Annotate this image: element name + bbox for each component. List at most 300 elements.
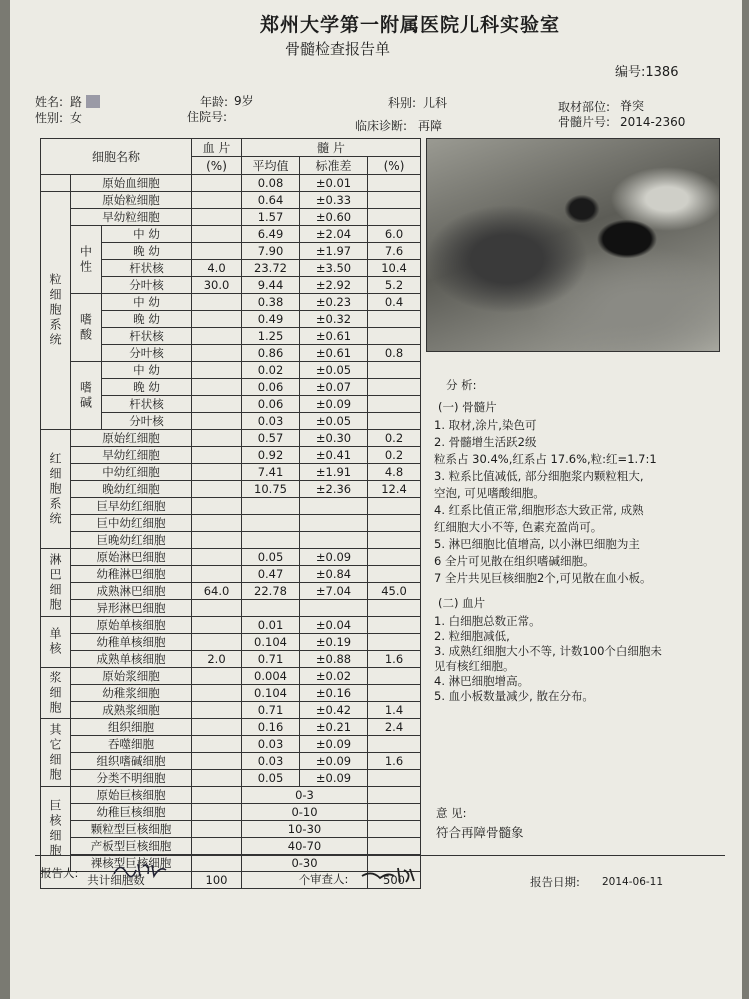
- mean-value: [242, 515, 300, 532]
- mean-value: 0.104: [242, 634, 300, 651]
- subgroup-label-neutro: 中性: [71, 226, 102, 294]
- reporter-label: 报告人:: [40, 866, 79, 880]
- marrow-value: [368, 549, 421, 566]
- sd-value: ±0.42: [300, 702, 368, 719]
- age-value: 9岁: [234, 94, 254, 108]
- blood-value: [192, 413, 242, 430]
- cell-name: 分叶核: [102, 345, 192, 362]
- report-paper: [10, 0, 742, 999]
- marrow-value: 5.2: [368, 277, 421, 294]
- mean-value: 0.16: [242, 719, 300, 736]
- sd-value: ±0.33: [300, 192, 368, 209]
- marrow-value: [368, 532, 421, 549]
- marrow-smear-header: 髓 片: [242, 139, 421, 157]
- blood-value: 64.0: [192, 583, 242, 600]
- group-label-mega: 巨核细胞: [41, 787, 71, 872]
- cell-name: 巨中幼红细胞: [71, 515, 192, 532]
- blood-value: [192, 804, 242, 821]
- mean-value: 0.57: [242, 430, 300, 447]
- total-marrow: 500: [368, 872, 421, 889]
- blood-value: [192, 209, 242, 226]
- cell-name: 吞噬细胞: [71, 736, 192, 753]
- sd-value: ±2.04: [300, 226, 368, 243]
- marrow-value: [368, 192, 421, 209]
- sd-value: ±0.19: [300, 634, 368, 651]
- sd-value: ±1.91: [300, 464, 368, 481]
- sd-value: ±0.32: [300, 311, 368, 328]
- blood-value: [192, 702, 242, 719]
- analysis-line: 1. 白细胞总数正常。: [434, 614, 541, 628]
- mean-value: 9.44: [242, 277, 300, 294]
- sd-value: [300, 498, 368, 515]
- marrow-value: [368, 396, 421, 413]
- cell-name: 组织细胞: [71, 719, 192, 736]
- site-value: 脊突: [620, 99, 645, 113]
- group-label-granulocyte: 粒细胞系统: [41, 192, 71, 430]
- cell-name: 中 幼: [102, 362, 192, 379]
- reviewer-signature: [360, 866, 420, 884]
- sd-value: ±2.92: [300, 277, 368, 294]
- mean-value: 0.86: [242, 345, 300, 362]
- mean-value: 0.104: [242, 685, 300, 702]
- total-unit: 个: [242, 872, 368, 889]
- cell-name: 分叶核: [102, 413, 192, 430]
- table-row: [41, 464, 421, 481]
- sd-value: ±0.41: [300, 447, 368, 464]
- blood-value: [192, 430, 242, 447]
- blood-value: [192, 532, 242, 549]
- footer-line: [35, 855, 725, 856]
- table-row: [41, 651, 421, 668]
- table-row: [41, 498, 421, 515]
- marrow-value: [368, 770, 421, 787]
- marrow-value: 0.2: [368, 447, 421, 464]
- cell-name: 早幼红细胞: [71, 447, 192, 464]
- mean-value: 0.71: [242, 651, 300, 668]
- table-row: [41, 804, 421, 821]
- table-row: [41, 192, 421, 209]
- table-row: [41, 719, 421, 736]
- cell-name: 分叶核: [102, 277, 192, 294]
- marrow-value: 0.2: [368, 430, 421, 447]
- cell-name: 中 幼: [102, 294, 192, 311]
- sd-value: ±0.07: [300, 379, 368, 396]
- mean-value: 10.75: [242, 481, 300, 498]
- table-row: [41, 617, 421, 634]
- subgroup-label-eosino: 嗜酸: [71, 294, 102, 362]
- mean-value: 0.05: [242, 549, 300, 566]
- dept-value: 儿科: [423, 96, 448, 110]
- marrow-value: [368, 311, 421, 328]
- marrow-value: 0.8: [368, 345, 421, 362]
- mean-value: 1.57: [242, 209, 300, 226]
- hospital-title: 郑州大学第一附属医院儿科实验室: [260, 14, 561, 36]
- blood-value: [192, 736, 242, 753]
- sd-value: ±0.21: [300, 719, 368, 736]
- blood-value: [192, 838, 242, 855]
- table-row: [41, 787, 421, 804]
- dept-label: 科别:: [388, 96, 417, 110]
- reporter-signature: [110, 860, 170, 880]
- table-row: [41, 515, 421, 532]
- cell-name: 颗粒型巨核细胞: [71, 821, 192, 838]
- sex-label: 性别:: [35, 111, 64, 125]
- marrow-value: 1.6: [368, 651, 421, 668]
- reference-range: 0-10: [242, 804, 368, 821]
- cell-name: 原始粒细胞: [71, 192, 192, 209]
- cell-name-header: 细胞名称: [41, 139, 192, 175]
- blood-value: 4.0: [192, 260, 242, 277]
- sd-value: ±0.88: [300, 651, 368, 668]
- blood-value: [192, 311, 242, 328]
- marrow-value: [368, 498, 421, 515]
- marrow-value: [368, 804, 421, 821]
- cell-name: 杆状核: [102, 260, 192, 277]
- marrow-pct-header: (%): [368, 157, 421, 175]
- marrow-value: [368, 736, 421, 753]
- total-label: 共计细胞数: [41, 872, 192, 889]
- marrow-no-label: 骨髓片号:: [558, 115, 611, 129]
- cell-name: 早幼粒细胞: [71, 209, 192, 226]
- sd-value: [300, 515, 368, 532]
- marrow-value: 4.8: [368, 464, 421, 481]
- sd-value: ±0.05: [300, 362, 368, 379]
- reference-range: 40-70: [242, 838, 368, 855]
- group-label-lympho: 淋巴细胞: [41, 549, 71, 617]
- mean-value: 7.41: [242, 464, 300, 481]
- table-row: [41, 838, 421, 855]
- analysis-line: 5. 血小板数量减少, 散在分布。: [434, 689, 594, 703]
- blood-value: 2.0: [192, 651, 242, 668]
- cell-name: 晚 幼: [102, 243, 192, 260]
- cell-name: 杆状核: [102, 396, 192, 413]
- table-row: [41, 447, 421, 464]
- sd-value: ±0.23: [300, 294, 368, 311]
- cell-name: 原始巨核细胞: [71, 787, 192, 804]
- analysis-line: 4. 红系比值正常,细胞形态大致正常, 成熟: [434, 503, 644, 517]
- mean-value: [242, 600, 300, 617]
- sd-value: ±1.97: [300, 243, 368, 260]
- mean-value: [242, 532, 300, 549]
- cell-name: 成熟浆细胞: [71, 702, 192, 719]
- marrow-value: [368, 379, 421, 396]
- opinion-text: 符合再障骨髓象: [436, 825, 524, 840]
- blood-value: [192, 345, 242, 362]
- cell-name: 成熟淋巴细胞: [71, 583, 192, 600]
- total-blood: 100: [192, 872, 242, 889]
- blood-value: [192, 634, 242, 651]
- marrow-value: 2.4: [368, 719, 421, 736]
- sd-value: ±0.30: [300, 430, 368, 447]
- table-row: [41, 634, 421, 651]
- table-row: [41, 668, 421, 685]
- analysis-line: 5. 淋巴细胞比值增高, 以小淋巴细胞为主: [434, 537, 640, 551]
- mean-value: 0.03: [242, 736, 300, 753]
- marrow-no-value: 2014-2360: [620, 115, 686, 129]
- mean-value: 0.004: [242, 668, 300, 685]
- age-label: 年龄:: [200, 95, 229, 109]
- blood-value: [192, 226, 242, 243]
- group-cell-blank: [41, 175, 71, 192]
- mean-value: 23.72: [242, 260, 300, 277]
- cell-name: 晚 幼: [102, 311, 192, 328]
- analysis-line: 6 全片可见散在组织嗜碱细胞。: [434, 554, 595, 568]
- mean-value: 0.06: [242, 379, 300, 396]
- analysis-line: 粒系占 30.4%,红系占 17.6%,粒:红=1.7:1: [434, 452, 657, 466]
- sd-value: ±0.09: [300, 736, 368, 753]
- blood-value: [192, 481, 242, 498]
- blood-value: [192, 243, 242, 260]
- blood-smear-header: 血 片: [192, 139, 242, 157]
- cell-name: 原始血细胞: [71, 175, 192, 192]
- marrow-value: 1.6: [368, 753, 421, 770]
- blood-value: [192, 685, 242, 702]
- mean-value: 6.49: [242, 226, 300, 243]
- sd-value: ±0.09: [300, 396, 368, 413]
- mean-value: 0.06: [242, 396, 300, 413]
- table-row: [41, 600, 421, 617]
- sd-value: ±0.61: [300, 345, 368, 362]
- analysis-line: 3. 成熟红细胞大小不等, 计数100个白细胞未: [434, 644, 662, 658]
- mean-value: 0.47: [242, 566, 300, 583]
- blood-value: [192, 498, 242, 515]
- cell-name: 原始单核细胞: [71, 617, 192, 634]
- mean-value: 0.38: [242, 294, 300, 311]
- table-row: [41, 770, 421, 787]
- reference-range: 0-3: [242, 787, 368, 804]
- cell-name: 成熟单核细胞: [71, 651, 192, 668]
- table-row: [41, 736, 421, 753]
- cell-name: 裸核型巨核细胞: [71, 855, 192, 872]
- table-row: [41, 362, 421, 379]
- blood-value: [192, 515, 242, 532]
- blood-value: [192, 821, 242, 838]
- marrow-value: [368, 209, 421, 226]
- analysis-line: 7 全片共见巨核细胞2个,可见散在血小板。: [434, 571, 652, 585]
- blood-value: [192, 753, 242, 770]
- blood-value: [192, 668, 242, 685]
- table-row: [41, 175, 421, 192]
- cell-name: 晚 幼: [102, 379, 192, 396]
- sd-value: [300, 600, 368, 617]
- sd-value: ±0.05: [300, 413, 368, 430]
- table-row: [41, 430, 421, 447]
- cell-name: 原始浆细胞: [71, 668, 192, 685]
- marrow-value: [368, 634, 421, 651]
- blood-section-title: (二) 血片: [438, 596, 486, 610]
- mean-value: 7.90: [242, 243, 300, 260]
- marrow-value: [368, 685, 421, 702]
- blood-value: [192, 379, 242, 396]
- cell-name: 产板型巨核细胞: [71, 838, 192, 855]
- cell-name: 幼稚巨核细胞: [71, 804, 192, 821]
- cell-name: 杆状核: [102, 328, 192, 345]
- marrow-value: [368, 787, 421, 804]
- group-label-plasma: 浆细胞: [41, 668, 71, 719]
- mean-value: 0.03: [242, 413, 300, 430]
- marrow-smear-photo: [426, 138, 720, 352]
- sd-value: ±0.09: [300, 753, 368, 770]
- cell-name: 分类不明细胞: [71, 770, 192, 787]
- cell-name: 巨晚幼红细胞: [71, 532, 192, 549]
- cell-name: 中幼红细胞: [71, 464, 192, 481]
- blood-pct-header: (%): [192, 157, 242, 175]
- analysis-line: 4. 淋巴细胞增高。: [434, 674, 530, 688]
- site-label: 取材部位:: [558, 100, 611, 114]
- marrow-value: [368, 838, 421, 855]
- blood-value: [192, 549, 242, 566]
- reference-range: 0-30: [242, 855, 368, 872]
- table-row: [41, 532, 421, 549]
- blood-value: [192, 855, 242, 872]
- blood-value: [192, 328, 242, 345]
- analysis-line: 2. 骨髓增生活跃2级: [434, 435, 537, 449]
- mean-value: 0.64: [242, 192, 300, 209]
- mean-header: 平均值: [242, 157, 300, 175]
- marrow-value: [368, 668, 421, 685]
- sd-value: ±0.09: [300, 770, 368, 787]
- cell-name: 幼稚单核细胞: [71, 634, 192, 651]
- name-value: 路: [70, 95, 83, 109]
- table-row: [41, 583, 421, 600]
- mean-value: 1.25: [242, 328, 300, 345]
- table-row: [41, 481, 421, 498]
- report-date-value: 2014-06-11: [602, 876, 664, 888]
- marrow-value: 0.4: [368, 294, 421, 311]
- cell-name: 幼稚浆细胞: [71, 685, 192, 702]
- report-title: 骨髓检查报告单: [285, 40, 391, 58]
- blood-value: [192, 719, 242, 736]
- blood-value: [192, 192, 242, 209]
- group-label-erythro: 红细胞系统: [41, 430, 71, 549]
- blood-value: [192, 464, 242, 481]
- sd-value: ±0.01: [300, 175, 368, 192]
- blood-value: [192, 770, 242, 787]
- sd-value: ±0.60: [300, 209, 368, 226]
- mean-value: 0.05: [242, 770, 300, 787]
- marrow-value: [368, 413, 421, 430]
- blood-value: [192, 566, 242, 583]
- mean-value: 22.78: [242, 583, 300, 600]
- diagnosis-value: 再障: [418, 119, 443, 133]
- sd-value: ±0.09: [300, 549, 368, 566]
- marrow-value: 6.0: [368, 226, 421, 243]
- cell-count-table: [40, 138, 421, 889]
- table-row: [41, 566, 421, 583]
- group-label-mono: 单核: [41, 617, 71, 668]
- mean-value: 0.08: [242, 175, 300, 192]
- blood-value: [192, 396, 242, 413]
- marrow-value: 10.4: [368, 260, 421, 277]
- marrow-value: [368, 175, 421, 192]
- analysis-line: 红细胞大小不等, 色素充盈尚可。: [434, 520, 603, 534]
- opinion-label: 意 见:: [436, 806, 467, 820]
- marrow-value: 12.4: [368, 481, 421, 498]
- cell-name: 中 幼: [102, 226, 192, 243]
- table-row: [41, 226, 421, 243]
- sd-value: ±0.04: [300, 617, 368, 634]
- analysis-line: 3. 粒系比值减低, 部分细胞浆内颗粒粗大,: [434, 469, 644, 483]
- blood-value: [192, 175, 242, 192]
- mean-value: 0.49: [242, 311, 300, 328]
- table-row: [41, 685, 421, 702]
- marrow-value: [368, 566, 421, 583]
- serial-number: 编号:1386: [615, 65, 679, 80]
- marrow-value: [368, 515, 421, 532]
- cell-name: 原始淋巴细胞: [71, 549, 192, 566]
- mean-value: 0.71: [242, 702, 300, 719]
- table-row: [41, 294, 421, 311]
- marrow-value: 7.6: [368, 243, 421, 260]
- diagnosis-label: 临床诊断:: [355, 119, 408, 133]
- table-row: [41, 209, 421, 226]
- cell-name: 晚幼红细胞: [71, 481, 192, 498]
- analysis-title: 分 析:: [446, 378, 477, 392]
- sd-value: ±3.50: [300, 260, 368, 277]
- mean-value: 0.03: [242, 753, 300, 770]
- blood-value: [192, 447, 242, 464]
- marrow-value: [368, 362, 421, 379]
- report-date-label: 报告日期:: [530, 875, 580, 889]
- cell-name: 原始红细胞: [71, 430, 192, 447]
- cell-name: 巨早幼红细胞: [71, 498, 192, 515]
- cell-name: 幼稚淋巴细胞: [71, 566, 192, 583]
- analysis-line: 2. 粒细胞减低,: [434, 629, 510, 643]
- mean-value: 0.02: [242, 362, 300, 379]
- blood-value: [192, 294, 242, 311]
- table-row: [41, 821, 421, 838]
- sd-value: ±0.02: [300, 668, 368, 685]
- marrow-value: 45.0: [368, 583, 421, 600]
- subgroup-label-baso: 嗜碱: [71, 362, 102, 430]
- marrow-value: [368, 600, 421, 617]
- analysis-line: 见有核红细胞。: [434, 659, 515, 673]
- blood-value: 30.0: [192, 277, 242, 294]
- name-label: 姓名:: [35, 95, 64, 109]
- blood-value: [192, 787, 242, 804]
- sd-value: ±0.84: [300, 566, 368, 583]
- group-label-other: 其它细胞: [41, 719, 71, 787]
- blood-value: [192, 617, 242, 634]
- blood-value: [192, 362, 242, 379]
- blood-value: [192, 600, 242, 617]
- mean-value: 0.01: [242, 617, 300, 634]
- marrow-value: 1.4: [368, 702, 421, 719]
- reference-range: 10-30: [242, 821, 368, 838]
- marrow-value: [368, 328, 421, 345]
- analysis-line: 1. 取材,涂片,染色可: [434, 418, 537, 432]
- sd-value: [300, 532, 368, 549]
- sd-header: 标准差: [300, 157, 368, 175]
- mean-value: 0.92: [242, 447, 300, 464]
- inpatient-label: 住院号:: [187, 110, 228, 124]
- marrow-value: [368, 821, 421, 838]
- table-row: [41, 702, 421, 719]
- name-redaction: [86, 95, 100, 108]
- sd-value: ±2.36: [300, 481, 368, 498]
- reviewer-label: 审查人:: [310, 872, 349, 886]
- marrow-value: [368, 617, 421, 634]
- sd-value: ±0.16: [300, 685, 368, 702]
- sd-value: ±0.61: [300, 328, 368, 345]
- table-row: [41, 549, 421, 566]
- table-row: [41, 753, 421, 770]
- marrow-section-title: (一) 骨髓片: [438, 400, 497, 414]
- cell-name: 异形淋巴细胞: [71, 600, 192, 617]
- sd-value: ±7.04: [300, 583, 368, 600]
- analysis-line: 空泡, 可见嗜酸细胞。: [434, 486, 545, 500]
- mean-value: [242, 498, 300, 515]
